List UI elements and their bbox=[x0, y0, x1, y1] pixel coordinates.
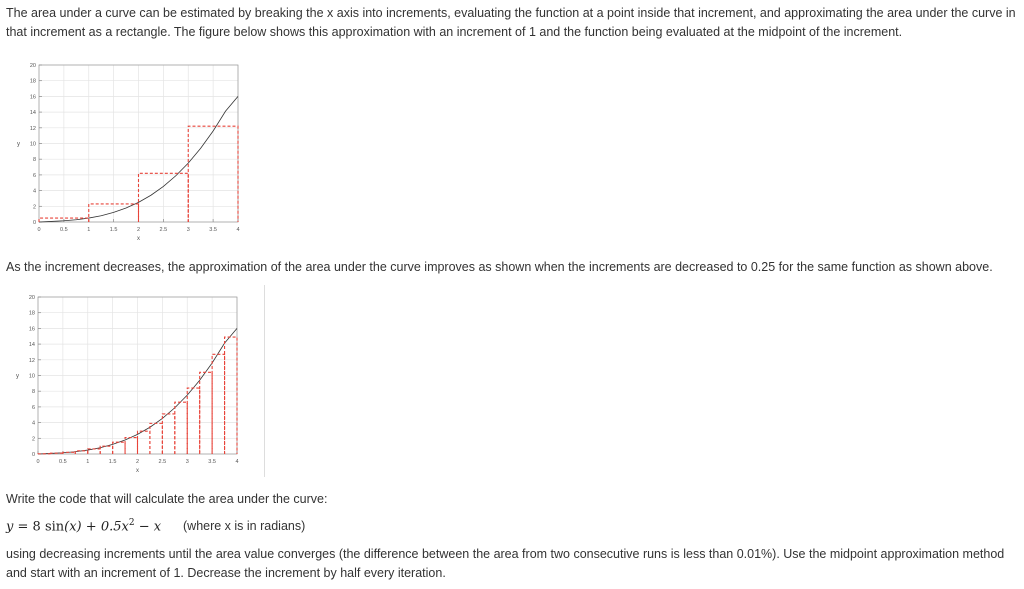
x-tick-label: 3 bbox=[186, 227, 190, 233]
y-tick-label: 16 bbox=[29, 94, 36, 101]
equation-minus: − x bbox=[134, 519, 162, 535]
approx-rectangle bbox=[187, 388, 199, 454]
y-axis-label: y bbox=[16, 373, 19, 380]
y-tick-label: 20 bbox=[28, 295, 35, 301]
y-tick-label: 6 bbox=[31, 404, 35, 411]
y-tick-label: 2 bbox=[31, 436, 35, 443]
increment-paragraph: As the increment decreases, the approximation of the area under the curve improves as shown when the increments are decreased to 0.25 for the same function as shown above. bbox=[6, 260, 993, 274]
x-tick-label: 0 bbox=[36, 459, 40, 465]
final-paragraph: using decreasing increments until the area value converges (the difference between the area from two consecutive runs is less than 0.01%). Use the midpoint approximation method and start with an increment of 1. Decrease the increment by half every iteration. bbox=[6, 547, 1005, 580]
y-tick-label: 12 bbox=[28, 357, 35, 364]
y-tick-label: 20 bbox=[29, 63, 36, 69]
x-tick-label: 2 bbox=[135, 459, 140, 465]
equation-fn: sin bbox=[40, 519, 65, 535]
y-tick-label: 18 bbox=[29, 78, 36, 85]
vertical-divider bbox=[264, 285, 265, 477]
x-tick-label: 1.5 bbox=[109, 227, 118, 233]
equation-lhs: y bbox=[6, 519, 14, 535]
approx-rectangle bbox=[75, 451, 87, 454]
equation-coef2: 0.5x bbox=[100, 519, 129, 535]
approx-rectangle bbox=[125, 438, 137, 454]
approx-rectangle bbox=[200, 372, 212, 454]
x-tick-label: 4 bbox=[235, 459, 239, 465]
x-axis-label: x bbox=[136, 468, 139, 474]
x-tick-label: 0 bbox=[37, 227, 41, 233]
approx-rectangle bbox=[175, 402, 187, 454]
x-axis-label: x bbox=[137, 236, 140, 242]
equation-coef1: 8 bbox=[32, 519, 41, 535]
approx-rectangle bbox=[225, 337, 237, 454]
y-tick-label: 14 bbox=[29, 110, 36, 117]
intro-paragraph: The area under a curve can be estimated by breaking the x axis into increments, evaluating the function at a point inside that increment, and approximating the area under the curve in that increment as a rectangle. The figure below shows this approximation with an increment of 1 and the function being evaluated at the midpoint of the increment. bbox=[6, 6, 1016, 39]
equation-arg: (x) bbox=[64, 519, 82, 535]
x-tick-label: 3.5 bbox=[208, 459, 216, 465]
x-tick-label: 0.5 bbox=[60, 227, 68, 233]
y-tick-label: 6 bbox=[32, 172, 36, 179]
y-tick-label: 4 bbox=[32, 188, 36, 195]
x-tick-label: 1.5 bbox=[108, 459, 117, 465]
y-tick-label: 18 bbox=[28, 310, 35, 317]
approx-rectangle bbox=[212, 354, 224, 454]
approx-rectangle bbox=[150, 423, 162, 454]
y-tick-label: 16 bbox=[28, 326, 35, 333]
y-tick-label: 14 bbox=[28, 342, 35, 349]
task-paragraph: Write the code that will calculate the area under the curve: bbox=[6, 492, 328, 506]
approx-rectangle bbox=[162, 414, 174, 454]
y-axis-label: y bbox=[17, 141, 20, 148]
x-tick-label: 2 bbox=[136, 227, 141, 233]
y-tick-label: 10 bbox=[28, 373, 35, 380]
equation-plus: + bbox=[81, 519, 101, 535]
y-tick-label: 0 bbox=[31, 452, 35, 458]
equation-line bbox=[6, 516, 1006, 538]
chart-increment-0-25 bbox=[0, 283, 260, 478]
y-tick-label: 8 bbox=[31, 389, 35, 396]
x-tick-label: 1 bbox=[87, 227, 91, 233]
x-tick-label: 3 bbox=[185, 459, 189, 465]
y-tick-label: 4 bbox=[31, 420, 35, 427]
x-tick-label: 4 bbox=[236, 227, 240, 233]
equation-equals: = bbox=[13, 519, 33, 535]
x-tick-label: 2.5 bbox=[159, 227, 168, 233]
y-tick-label: 12 bbox=[29, 125, 36, 132]
y-tick-label: 8 bbox=[32, 157, 36, 164]
x-tick-label: 3.5 bbox=[209, 227, 217, 233]
x-tick-label: 2.5 bbox=[158, 459, 167, 465]
y-tick-label: 2 bbox=[32, 204, 36, 211]
x-tick-label: 1 bbox=[86, 459, 90, 465]
x-tick-label: 0.5 bbox=[59, 459, 67, 465]
equation-note: (where x is in radians) bbox=[183, 519, 306, 533]
chart-increment-1 bbox=[0, 58, 260, 248]
y-tick-label: 10 bbox=[29, 141, 36, 148]
equation-exponent: 2 bbox=[128, 518, 135, 528]
equation bbox=[6, 518, 161, 534]
approx-rectangle bbox=[138, 431, 150, 454]
y-tick-label: 0 bbox=[32, 220, 36, 226]
